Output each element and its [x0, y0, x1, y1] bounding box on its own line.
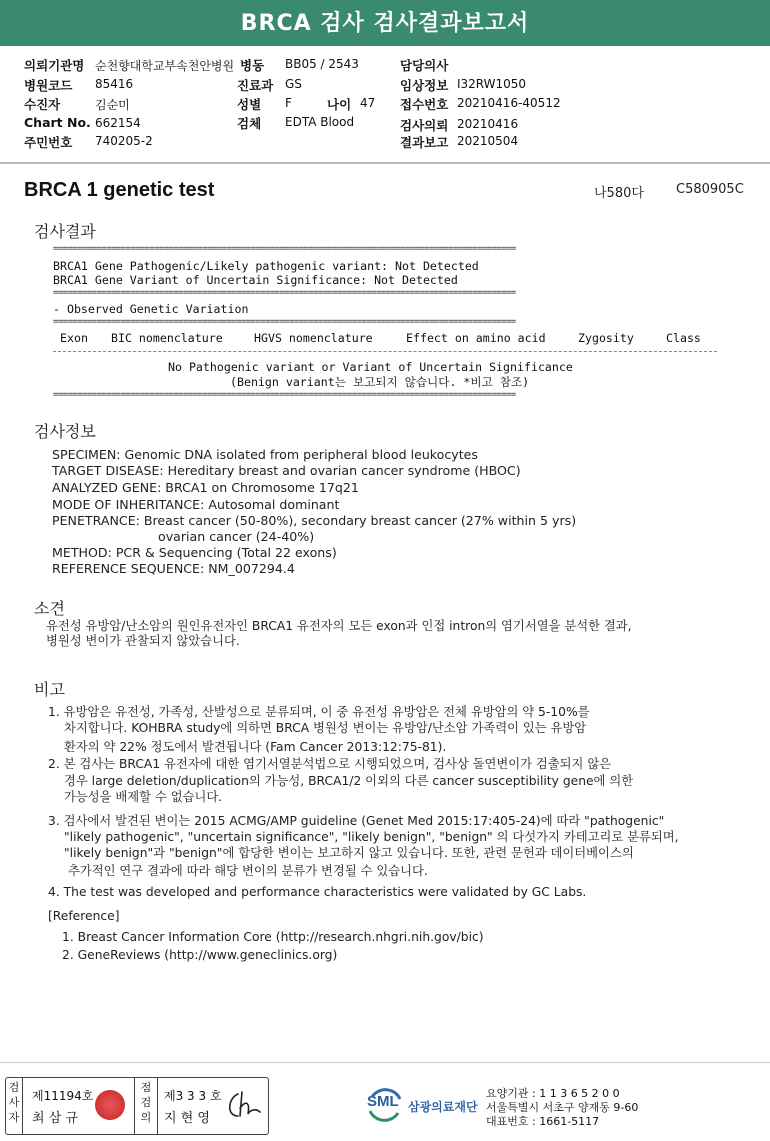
col-exon: Exon	[60, 331, 88, 345]
lab-phone: 대표번호 : 1661-5117	[486, 1115, 600, 1128]
stamp-divider	[22, 1078, 23, 1134]
examiner-name: 최 삼 규	[32, 1111, 78, 1126]
report-date-value: 20210504	[457, 134, 519, 148]
table-dash-rule	[53, 351, 717, 352]
test-code-2: C580905C	[676, 182, 744, 197]
institution-number: 요양기관 : 1 1 3 6 5 2 0 0	[486, 1087, 620, 1100]
opinion-line-1: 유전성 유방암/난소암의 원인유전자인 BRCA1 유전자의 모든 exon과 인접 intron의 염기서열을 분석한 결과,	[46, 619, 632, 633]
test-title: BRCA 1 genetic test	[24, 179, 215, 201]
inheritance-info: MODE OF INHERITANCE: Autosomal dominant	[52, 497, 340, 512]
sex-label: 성별	[237, 97, 262, 112]
hospital-code-value: 85416	[95, 77, 134, 91]
clinical-info-label: 임상정보	[400, 78, 449, 93]
header-divider	[0, 162, 770, 164]
equals-rule: ================================================================================================	[53, 288, 516, 298]
receipt-no-value: 20210416-40512	[457, 96, 561, 110]
doctor-label: 담당의사	[400, 58, 449, 73]
footer-divider	[0, 1062, 770, 1063]
remark-3-line: "likely pathogenic", "uncertain significance", "likely benign", "benign" 의 다섯가지 카테고리로 분류되며,	[64, 830, 679, 844]
equals-rule: ================================================================================================	[53, 244, 516, 254]
vus-result: BRCA1 Gene Variant of Uncertain Significance: Not Detected	[53, 273, 458, 287]
no-variant-note: (Benign variant는 보고되지 않습니다. *비고 참조)	[230, 375, 530, 389]
patient-label: 수진자	[24, 97, 61, 112]
col-hgvs: HGVS nomenclature	[254, 331, 373, 345]
examiner-license: 제11194호	[32, 1089, 94, 1103]
remark-3-line: "likely benign"과 "benign"에 합당한 변이는 보고하지 않고 있습니다. 또한, 관련 문헌과 데이터베이스의	[64, 846, 634, 860]
pathogenic-result: BRCA1 Gene Pathogenic/Likely pathogenic variant: Not Detected	[53, 259, 479, 273]
reference-heading: [Reference]	[48, 909, 120, 923]
reference-item-2: 2. GeneReviews (http://www.geneclinics.org)	[62, 948, 338, 962]
examiner-label: 검 사 자	[8, 1081, 20, 1124]
chart-no-label: Chart No.	[24, 115, 91, 130]
specimen-info: SPECIMEN: Genomic DNA isolated from peripheral blood leukocytes	[52, 447, 478, 462]
report-date-label: 결과보고	[400, 135, 449, 150]
method-info: METHOD: PCR & Sequencing (Total 22 exons)	[52, 545, 337, 560]
remark-1-line: 차지합니다. KOHBRA study에 의하면 BRCA 병원성 변이는 유방암/난소암 가족력이 있는 유방암	[64, 721, 587, 735]
age-label: 나이	[327, 97, 352, 112]
clinical-info-value: I32RW1050	[457, 77, 527, 91]
reference-sequence-info: REFERENCE SEQUENCE: NM_007294.4	[52, 561, 295, 576]
hospital-value: 순천향대학교부속천안병원	[95, 59, 235, 73]
remark-1-line: 1. 유방암은 유전성, 가족성, 산발성으로 분류되며, 이 중 유전성 유방암은 전체 유방암의 약 5-10%를	[48, 705, 590, 719]
request-date-value: 20210416	[457, 117, 519, 131]
remark-2-line: 경우 large deletion/duplication의 가능성, BRCA1/2 이외의 다른 cancer susceptibility gene에 의한	[64, 774, 634, 788]
penetrance-info: PENETRANCE: Breast cancer (50-80%), secondary breast cancer (27% within 5 yrs)	[52, 513, 577, 528]
equals-rule: ================================================================================================	[53, 390, 516, 400]
remark-4-line: 4. The test was developed and performance characteristics were validated by GC Labs.	[48, 885, 587, 899]
resident-no-value: 740205-2	[95, 134, 153, 148]
col-effect: Effect on amino acid	[406, 331, 546, 345]
resident-no-label: 주민번호	[24, 135, 73, 150]
sml-logo-text: SML	[367, 1093, 399, 1110]
remark-2-line: 2. 본 검사는 BRCA1 유전자에 대한 염기서열분석법으로 시행되었으며, 검사상 돌연변이가 검출되지 않은	[48, 757, 612, 771]
chart-no-value: 662154	[95, 116, 141, 130]
info-heading: 검사정보	[34, 422, 96, 441]
analyzed-gene-info: ANALYZED GENE: BRCA1 on Chromosome 17q21	[52, 480, 359, 495]
lab-name: 삼광의료재단	[408, 1100, 478, 1114]
no-variant-text: No Pathogenic variant or Variant of Uncertain Significance	[168, 360, 573, 374]
department-label: 진료과	[237, 78, 274, 93]
receipt-no-label: 접수번호	[400, 97, 449, 112]
age-value: 47	[360, 96, 376, 110]
hospital-code-label: 병원코드	[24, 78, 73, 93]
ward-label: 병동	[240, 58, 265, 73]
test-code-1: 나580다	[594, 186, 644, 201]
specimen-value: EDTA Blood	[285, 115, 355, 129]
remark-2-line: 가능성을 배제할 수 없습니다.	[64, 790, 223, 804]
observed-variation-label: - Observed Genetic Variation	[53, 302, 249, 316]
col-zygosity: Zygosity	[578, 331, 634, 345]
col-class: Class	[666, 331, 701, 345]
col-bic: BIC nomenclature	[111, 331, 223, 345]
report-title: BRCA 검사 검사결과보고서	[0, 0, 770, 46]
lab-address: 서울특별시 서초구 양재동 9-60	[486, 1101, 639, 1114]
equals-rule: ================================================================================================	[53, 317, 516, 327]
request-date-label: 검사의뢰	[400, 118, 449, 133]
department-value: GS	[285, 77, 302, 91]
specimen-label: 검체	[237, 116, 262, 131]
reference-item-1: 1. Breast Cancer Information Core (http://research.nhgri.nih.gov/bic)	[62, 930, 484, 944]
reviewer-label: 점 검 의	[140, 1081, 152, 1124]
remarks-heading: 비고	[34, 680, 65, 699]
stamp-divider	[134, 1078, 135, 1134]
sex-value: F	[285, 96, 292, 110]
remark-3-line: 추가적인 연구 결과에 따라 해당 변이의 분류가 변경될 수 있습니다.	[68, 864, 428, 878]
ward-value: BB05 / 2543	[285, 57, 359, 71]
reviewer-license: 제3 3 3 호	[164, 1089, 222, 1103]
result-heading: 검사결과	[34, 222, 96, 241]
target-disease-info: TARGET DISEASE: Hereditary breast and ovarian cancer syndrome (HBOC)	[52, 463, 521, 478]
opinion-line-2: 병원성 변이가 관찰되지 않았습니다.	[46, 634, 240, 648]
remark-3-line: 3. 검사에서 발견된 변이는 2015 ACMG/AMP guideline (Genet Med 2015:17:405-24)에 따라 "pathogenic"	[48, 814, 665, 828]
signature-icon	[224, 1088, 262, 1122]
remark-1-line: 환자의 약 22% 정도에서 발견됩니다 (Fam Cancer 2013:12:75-81).	[64, 740, 447, 754]
patient-value: 김순미	[95, 98, 130, 112]
hospital-label: 의뢰기관명	[24, 58, 85, 73]
examiner-seal-icon	[95, 1090, 125, 1120]
stamp-divider	[157, 1078, 158, 1134]
opinion-heading: 소견	[34, 599, 65, 618]
reviewer-name: 지 현 영	[164, 1111, 210, 1126]
penetrance-ovarian-info: ovarian cancer (24-40%)	[158, 529, 315, 544]
